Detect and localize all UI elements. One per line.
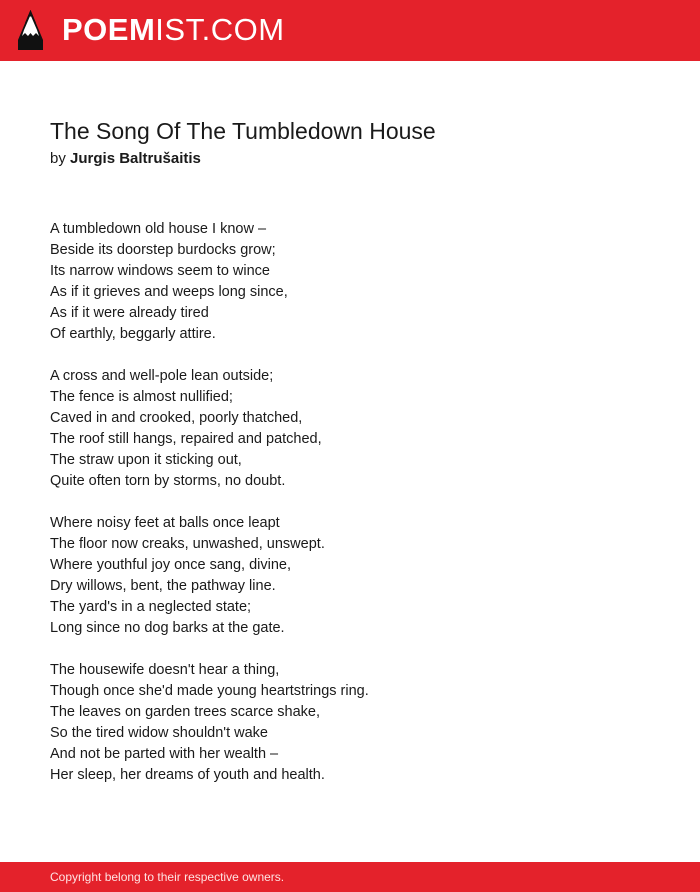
poem-title: The Song Of The Tumbledown House — [50, 118, 436, 144]
poem-line: And not be parted with her wealth – — [50, 746, 279, 762]
poem-line: Though once she'd made young heartstrings ring. — [50, 683, 369, 699]
poem-line: As if it were already tired — [50, 305, 209, 321]
stanza — [50, 366, 650, 492]
poem-line: The yard's in a neglected state; — [50, 599, 252, 615]
site-logo[interactable] — [62, 13, 285, 47]
poem-line: The housewife doesn't hear a thing, — [50, 662, 280, 678]
pencil-tip-icon — [17, 9, 44, 51]
site-header — [0, 0, 700, 61]
poem-body — [50, 219, 650, 807]
poem-line: A cross and well-pole lean outside; — [50, 368, 274, 384]
poem-line: Caved in and crooked, poorly thatched, — [50, 410, 303, 426]
poem-line: As if it grieves and weeps long since, — [50, 284, 288, 300]
poem-line: So the tired widow shouldn't wake — [50, 725, 268, 741]
poem-line: The floor now creaks, unwashed, unswept. — [50, 536, 325, 552]
by-label: by — [50, 150, 66, 167]
stanza — [50, 660, 650, 786]
poem-line: Her sleep, her dreams of youth and health. — [50, 767, 325, 783]
poem-line: Of earthly, beggarly attire. — [50, 326, 216, 342]
poem-line: The leaves on garden trees scarce shake, — [50, 704, 321, 720]
poem-byline — [50, 148, 201, 170]
logo-strong-text: POEM — [62, 12, 156, 47]
poem-line: Long since no dog barks at the gate. — [50, 620, 285, 636]
poem-line: Dry willows, bent, the pathway line. — [50, 578, 276, 594]
site-footer — [0, 862, 700, 892]
poem-line: Where noisy feet at balls once leapt — [50, 515, 280, 531]
stanza — [50, 219, 650, 345]
poem-line: The fence is almost nullified; — [50, 389, 233, 405]
poem-author[interactable]: Jurgis Baltrušaitis — [70, 150, 201, 167]
stanza — [50, 513, 650, 639]
poem-line: Beside its doorstep burdocks grow; — [50, 242, 276, 258]
poem-line: Quite often torn by storms, no doubt. — [50, 473, 286, 489]
poem-line: Where youthful joy once sang, divine, — [50, 557, 291, 573]
logo-light-text: IST.COM — [155, 12, 285, 47]
poem-line: A tumbledown old house I know – — [50, 221, 267, 237]
copyright-notice: Copyright belong to their respective owners. — [50, 870, 285, 884]
poem-line: The roof still hangs, repaired and patched, — [50, 431, 322, 447]
poem-line: Its narrow windows seem to wince — [50, 263, 270, 279]
poem-line: The straw upon it sticking out, — [50, 452, 242, 468]
